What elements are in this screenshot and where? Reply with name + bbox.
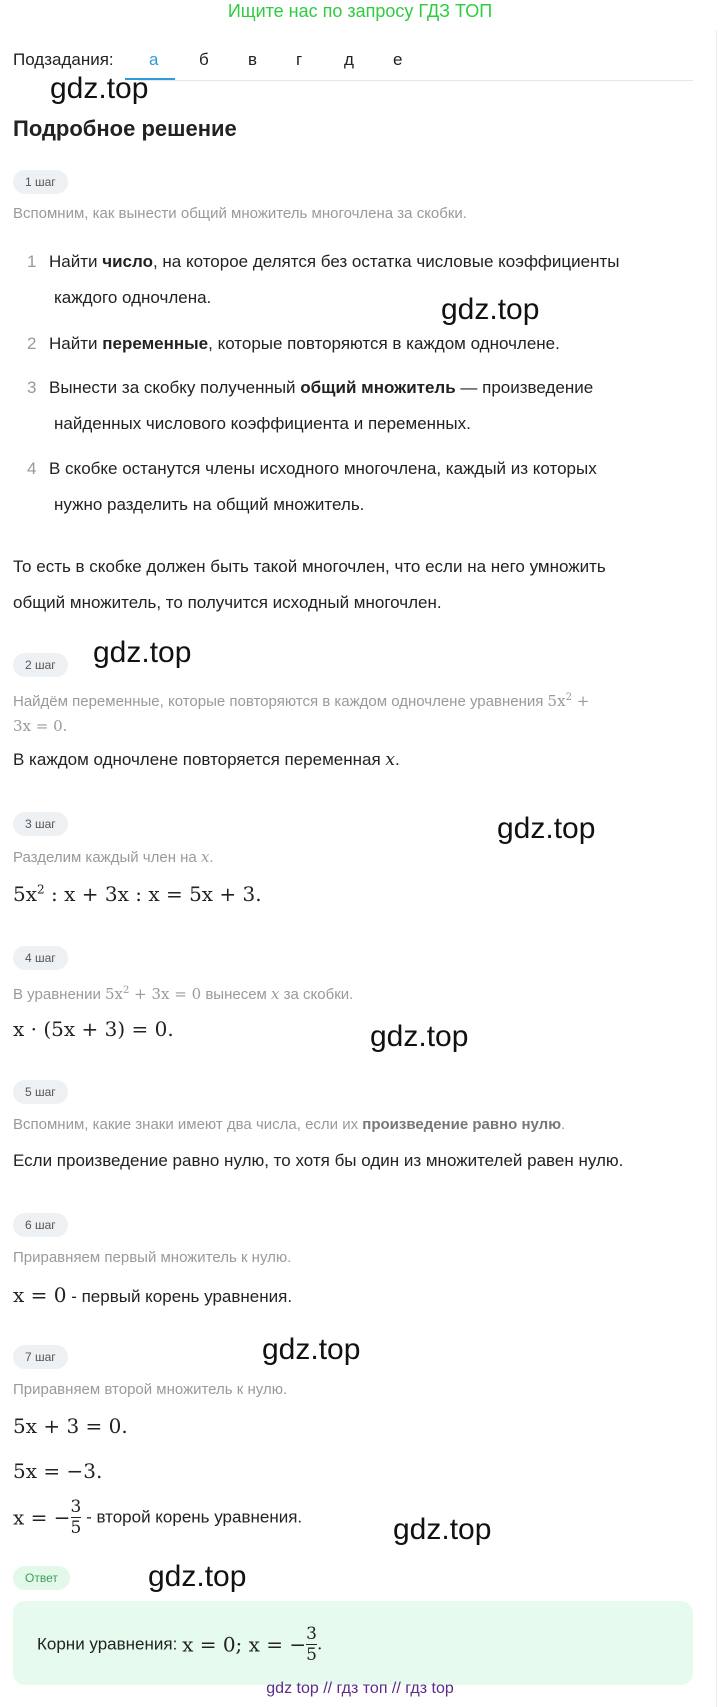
footer-links[interactable]: gdz top // гдз топ // гдз top — [266, 1680, 454, 1697]
step-7-badge: 7 шаг — [13, 1345, 68, 1369]
step-3-formula: $5x^2$ : x + 3x : x = 5x + 3. — [13, 882, 262, 906]
answer-text: Корни уравнения: x = 0; x = − $\frac{3}{5}$ . — [37, 1624, 323, 1665]
answer-badge: Ответ — [13, 1566, 70, 1590]
watermark: gdz.top — [262, 1333, 361, 1366]
tabs-divider — [138, 80, 693, 81]
step-1-hint: Вспомним, как вынести общий множитель многочлена за скобки. — [13, 205, 467, 222]
tab-e[interactable]: е — [393, 50, 403, 69]
list-text: Вынести за скобку полученный — [49, 378, 301, 397]
formula: x = 0 — [13, 1283, 67, 1307]
step-2-badge: 2 шаг — [13, 653, 68, 677]
list-text-line2: нужно разделить на общий множитель. — [54, 495, 365, 514]
watermark: gdz.top — [441, 293, 540, 326]
list-text: — произведение — [455, 378, 594, 397]
list-number: 2 — [27, 334, 37, 353]
list-text-line2: найденных числового коэффициента и переменных. — [54, 414, 471, 433]
step-3-hint: Разделим каждый член на x. — [13, 848, 214, 866]
step-6-badge: 6 шаг — [13, 1213, 68, 1237]
list-item — [27, 244, 687, 316]
right-border — [716, 30, 717, 1707]
step-1-badge: 1 шаг — [13, 170, 68, 194]
list-text: Найти — [49, 252, 103, 271]
step-5-badge: 5 шаг — [13, 1080, 68, 1104]
list-bold: число — [102, 252, 153, 271]
step-6-hint: Приравняем первый множитель к нулю. — [13, 1249, 292, 1266]
tab-g[interactable]: г — [296, 50, 303, 69]
list-text: Найти — [49, 334, 103, 353]
subtasks-label: Подзадания: — [13, 50, 114, 69]
step-7-result: x = − $\frac{3}{5}$ - второй корень уравнения. — [13, 1497, 303, 1538]
variable: x — [385, 750, 395, 770]
step-2-hint — [13, 686, 693, 739]
hint-formula: $5x^2$ + — [547, 692, 590, 710]
hint-formula-line2: 3x = 0. — [13, 717, 68, 735]
list-text: В скобке останутся члены исходного многочлена, каждый из которых — [49, 459, 597, 478]
list-item — [27, 451, 687, 523]
search-banner: Ищите нас по запросу ГДЗ ТОП — [227, 1, 493, 21]
page-title: Подробное решение — [13, 116, 237, 141]
list-number: 1 — [27, 252, 37, 271]
step-3-badge: 3 шаг — [13, 812, 68, 836]
hint-text: Найдём переменные, которые повторяются в каждом одночлене уравнения — [13, 693, 548, 710]
step-7-formula-2: 5x = −3. — [13, 1459, 103, 1483]
watermark: gdz.top — [148, 1560, 247, 1593]
list-item — [27, 370, 687, 442]
step-5-hint: Вспомним, какие знаки имеют два числа, если их произведение равно нулю. — [13, 1116, 566, 1133]
step-7-hint: Приравняем второй множитель к нулю. — [13, 1381, 288, 1398]
step-1-summary-line1: То есть в скобке должен быть такой многочлен, что если на него умножить — [13, 557, 606, 576]
list-number: 4 — [27, 459, 37, 478]
step-2-text: В каждом одночлене повторяется переменная x. — [13, 750, 400, 770]
list-number: 3 — [27, 378, 37, 397]
watermark: gdz.top — [370, 1020, 469, 1053]
list-text: , на которое делятся без остатка числовые коэффициенты — [152, 252, 620, 271]
step-4-hint: В уравнении $5x^2 + 3x = 0$ вынесем x за скобки. — [13, 985, 354, 1003]
watermark: gdz.top — [93, 636, 192, 669]
step-6-text: x = 0 - первый корень уравнения. — [13, 1283, 293, 1307]
tab-a[interactable]: а — [149, 50, 159, 69]
tab-d[interactable]: д — [344, 50, 354, 69]
watermark: gdz.top — [497, 812, 596, 845]
tab-v[interactable]: в — [248, 50, 258, 69]
list-text: , которые повторяются в каждом одночлене. — [208, 334, 560, 353]
watermark: gdz.top — [393, 1513, 492, 1546]
step-7-formula-1: 5x + 3 = 0. — [13, 1414, 128, 1438]
step-4-formula: x · (5x + 3) = 0. — [13, 1017, 174, 1041]
step-5-text: Если произведение равно нулю, то хотя бы один из множителей равен нулю. — [13, 1151, 624, 1170]
list-bold: общий множитель — [300, 378, 456, 397]
list-text-line2: каждого одночлена. — [54, 288, 212, 307]
fraction: $\frac{3}{5}$ — [70, 1497, 82, 1538]
fraction: $\frac{3}{5}$ — [306, 1624, 317, 1665]
step-1-summary-line2: общий множитель, то получится исходный многочлен. — [13, 593, 442, 612]
list-item — [27, 326, 687, 362]
step-4-badge: 4 шаг — [13, 946, 68, 970]
list-bold: переменные — [102, 334, 209, 353]
tab-b[interactable]: б — [199, 50, 209, 69]
watermark: gdz.top — [50, 72, 149, 105]
